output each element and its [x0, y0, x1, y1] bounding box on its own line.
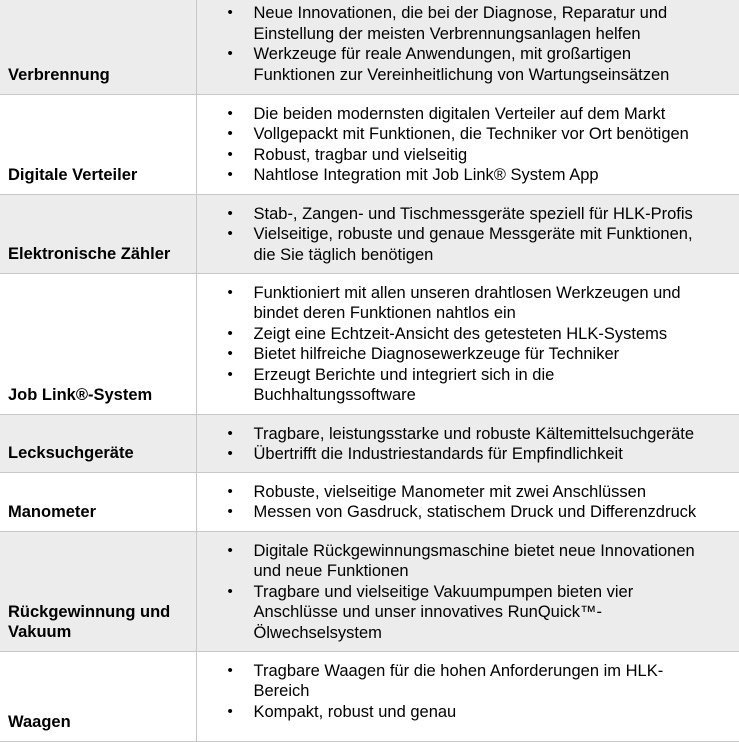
bullet-icon: • — [228, 3, 233, 24]
bullet-icon: • — [228, 124, 233, 145]
feature-item — [197, 424, 739, 445]
category-cell — [0, 651, 196, 741]
feature-text: Tragbare Waagen für die hohen Anforderungen im HLK- Bereich — [254, 662, 664, 701]
feature-item — [197, 702, 739, 723]
category-cell — [0, 0, 196, 94]
feature-cell — [196, 531, 739, 651]
feature-list — [197, 204, 739, 266]
table-row — [0, 194, 739, 273]
bullet-icon: • — [228, 145, 233, 166]
bullet-icon: • — [228, 582, 233, 603]
feature-cell — [196, 94, 739, 194]
feature-list — [197, 283, 739, 406]
feature-item — [197, 124, 739, 145]
feature-list — [197, 424, 739, 465]
feature-item — [197, 3, 739, 44]
bullet-icon: • — [228, 104, 233, 125]
feature-text: Zeigt eine Echtzeit-Ansicht des getesteten HLK-Systems — [254, 325, 668, 343]
feature-item — [197, 165, 739, 186]
feature-cell — [196, 414, 739, 472]
feature-item — [197, 661, 739, 702]
feature-text: Stab-, Zangen- und Tischmessgeräte speziell für HLK-Profis — [254, 205, 693, 223]
category-label: Rückgewinnung und Vakuum — [8, 603, 170, 642]
feature-text: Tragbare, leistungsstarke und robuste Kältemittelsuchgeräte — [254, 425, 695, 443]
bullet-icon: • — [228, 482, 233, 503]
feature-item — [197, 324, 739, 345]
feature-text: Erzeugt Berichte und integriert sich in die Buchhaltungssoftware — [254, 366, 555, 405]
feature-item — [197, 541, 739, 582]
bullet-icon: • — [228, 661, 233, 682]
feature-cell — [196, 651, 739, 741]
bullet-icon: • — [228, 344, 233, 365]
category-cell — [0, 531, 196, 651]
feature-text: Tragbare und vielseitige Vakuumpumpen bieten vier Anschlüsse und unser innovatives RunQuick™- Ölwechselsystem — [254, 583, 634, 642]
feature-item — [197, 204, 739, 225]
bullet-icon: • — [228, 165, 233, 186]
bullet-icon: • — [228, 702, 233, 723]
feature-list — [197, 661, 739, 723]
feature-item — [197, 365, 739, 406]
category-label: Waagen — [8, 713, 71, 731]
feature-item — [197, 344, 739, 365]
feature-list — [197, 541, 739, 644]
feature-item — [197, 482, 739, 503]
feature-text: Nahtlose Integration mit Job Link® System App — [254, 166, 599, 184]
category-label: Verbrennung — [8, 66, 110, 84]
category-label: Elektronische Zähler — [8, 245, 170, 263]
feature-cell — [196, 273, 739, 414]
feature-item — [197, 145, 739, 166]
table-row — [0, 94, 739, 194]
feature-item — [197, 582, 739, 644]
feature-text: Robust, tragbar und vielseitig — [254, 146, 468, 164]
feature-text: Übertrifft die Industriestandards für Empfindlichkeit — [254, 445, 623, 463]
feature-text: Robuste, vielseitige Manometer mit zwei Anschlüssen — [254, 483, 647, 501]
feature-item — [197, 44, 739, 85]
feature-text: Werkzeuge für reale Anwendungen, mit großartigen Funktionen zur Vereinheitlichung von Wartungseinsätzen — [254, 45, 670, 84]
feature-list — [197, 482, 739, 523]
feature-text: Kompakt, robust und genau — [254, 703, 457, 721]
category-cell — [0, 194, 196, 273]
feature-item — [197, 224, 739, 265]
table-row — [0, 0, 739, 94]
table-row — [0, 472, 739, 531]
feature-item — [197, 444, 739, 465]
bullet-icon: • — [228, 365, 233, 386]
feature-text: Bietet hilfreiche Diagnosewerkzeuge für Techniker — [254, 345, 620, 363]
feature-item — [197, 104, 739, 125]
category-label: Digitale Verteiler — [8, 166, 137, 184]
feature-cell — [196, 0, 739, 94]
bullet-icon: • — [228, 283, 233, 304]
feature-text: Vielseitige, robuste und genaue Messgeräte mit Funktionen, die Sie täglich benötigen — [254, 225, 693, 264]
feature-text: Digitale Rückgewinnungsmaschine bietet neue Innovationen und neue Funktionen — [254, 542, 695, 581]
category-cell — [0, 273, 196, 414]
category-label: Job Link®-System — [8, 386, 152, 404]
category-cell — [0, 94, 196, 194]
feature-list — [197, 104, 739, 186]
table-row — [0, 414, 739, 472]
feature-item — [197, 283, 739, 324]
feature-item — [197, 502, 739, 523]
feature-text: Vollgepackt mit Funktionen, die Techniker vor Ort benötigen — [254, 125, 689, 143]
bullet-icon: • — [228, 224, 233, 245]
feature-text: Neue Innovationen, die bei der Diagnose, Reparatur und Einstellung der meisten Verbrennungsanlagen helfen — [254, 4, 668, 43]
feature-list — [197, 3, 739, 85]
bullet-icon: • — [228, 502, 233, 523]
category-label: Manometer — [8, 503, 96, 521]
bullet-icon: • — [228, 444, 233, 465]
category-label: Lecksuchgeräte — [8, 444, 134, 462]
table-row — [0, 273, 739, 414]
category-cell — [0, 414, 196, 472]
feature-text: Funktioniert mit allen unseren drahtlosen Werkzeugen und bindet deren Funktionen nahtlos ein — [254, 284, 681, 323]
bullet-icon: • — [228, 541, 233, 562]
table-row — [0, 531, 739, 651]
table-row — [0, 651, 739, 741]
feature-cell — [196, 194, 739, 273]
bullet-icon: • — [228, 324, 233, 345]
feature-text: Die beiden modernsten digitalen Verteiler auf dem Markt — [254, 105, 666, 123]
feature-text: Messen von Gasdruck, statischem Druck und Differenzdruck — [254, 503, 697, 521]
bullet-icon: • — [228, 424, 233, 445]
feature-cell — [196, 472, 739, 531]
category-cell — [0, 472, 196, 531]
bullet-icon: • — [228, 204, 233, 225]
bullet-icon: • — [228, 44, 233, 65]
